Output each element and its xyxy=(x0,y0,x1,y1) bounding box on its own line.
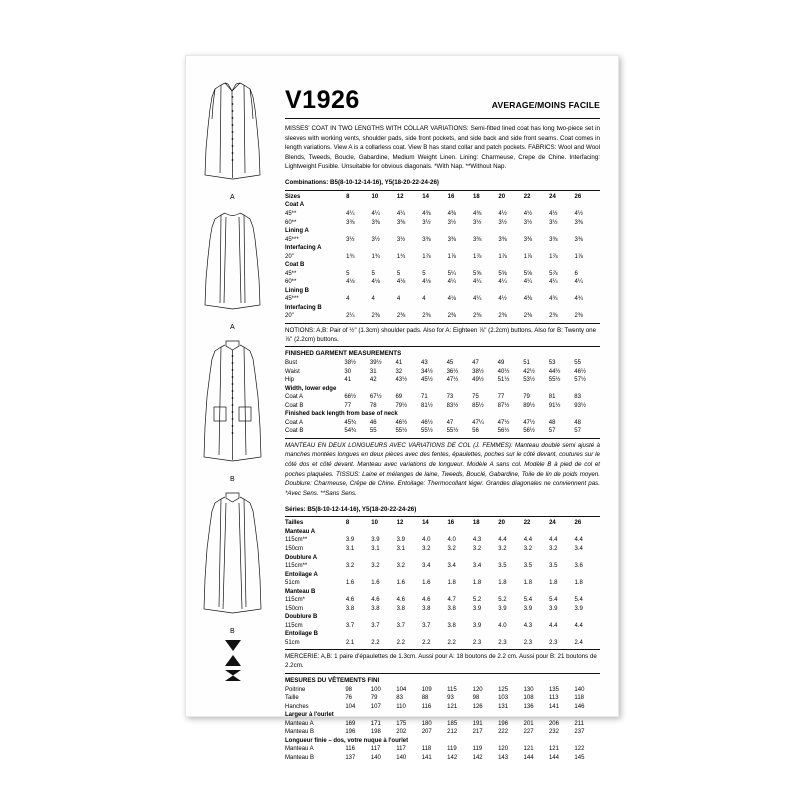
group-title: Coat B xyxy=(285,262,305,269)
header xyxy=(285,88,600,113)
divider xyxy=(285,673,600,674)
table-row: Waist 30 31 32 34½ 36½ 38½ 40½ 42½ 44½ 46½ xyxy=(285,368,586,375)
group-title: Lining A xyxy=(285,228,309,235)
size-col: 8 xyxy=(345,520,350,527)
table-row: Coat A 45¾ 46 46½ 46½ 47 47¼ 47½ 47½ 48 48 xyxy=(285,419,581,426)
group-title: Lining B xyxy=(285,287,309,294)
table-row: 45*** 4 4 4 4 4⅛ 4¼ 4½ 4⅜ 4¾ 4¾ xyxy=(285,296,583,303)
group-title: Manteau A xyxy=(285,528,316,535)
size-col: 26 xyxy=(574,193,582,200)
table-row: 45*** 3½ 3½ 3½ 3⅜ 3⅜ 3⅜ 3⅜ 3⅜ 3⅜ 3⅜ xyxy=(285,236,583,243)
finished-measurements-table-english xyxy=(285,359,600,436)
combinations-english: Combinations: B5(8-10-12-14-16), Y5(18-20-22-24-26) xyxy=(285,179,439,187)
table-row: Manteau A 169 171 175 180 185 191 196 201 206 211 xyxy=(285,720,584,727)
size-col: 12 xyxy=(396,520,404,527)
size-col: 20 xyxy=(498,520,505,527)
triangle-up-icon xyxy=(223,654,243,667)
notions-english: NOTIONS: A,B: Pair of ½" (1.3cm) shoulder pads. Also for A: Eighteen ⅞" (2.2cm) buttons. Also for B: Twenty one ⅞" (2.2cm) buttons. xyxy=(285,326,597,343)
table-row: Coat B 54¾ 55 55½ 55½ 55½ 56 56½ 56½ 57 57 xyxy=(285,428,581,435)
size-col: 12 xyxy=(396,193,404,200)
table-row: 45** 5 5 5 5 5¼ 5⅝ 5⅝ 5⅝ 5⅞ 6 xyxy=(285,270,578,277)
triangle-down-icon xyxy=(223,639,243,652)
view-label-a1: A xyxy=(230,194,235,201)
group-title: Coat A xyxy=(285,202,305,209)
group-title: Doublure A xyxy=(285,554,318,561)
group-title: Manteau B xyxy=(285,588,316,595)
table-row: Hip 41 42 43½ 45½ 47½ 49½ 51½ 53½ 55½ 57½ xyxy=(285,377,586,384)
table-header-row xyxy=(285,519,600,528)
size-col: 24 xyxy=(549,520,556,527)
divider xyxy=(285,190,600,191)
group-title: Doublure B xyxy=(285,614,318,621)
combinations-french: Séries: B5(8-10-12-14-16), Y5(18-20-22-24-26) xyxy=(285,505,417,513)
table-row: 45** 4¼ 4¼ 4¼ 4⅜ 4⅜ 4⅜ 4½ 4½ 4½ 4½ xyxy=(285,211,583,217)
size-col: 22 xyxy=(523,193,531,200)
divider xyxy=(285,649,600,650)
size-col: 10 xyxy=(371,193,379,200)
page-title: V1926 xyxy=(285,86,360,114)
size-col: 24 xyxy=(549,193,556,200)
table-header-row xyxy=(285,193,600,202)
sizes-label-en: Sizes xyxy=(285,193,301,200)
finished-measurements-table-french xyxy=(285,686,600,763)
view-label-b1: B xyxy=(230,476,235,483)
coat-view-a-front xyxy=(195,75,270,201)
coat-view-b-front xyxy=(195,335,270,483)
table-row: Width, lower edge xyxy=(285,385,337,392)
bowtie-icon xyxy=(223,669,243,682)
table-row: Taille 76 79 83 88 93 98 103 108 113 118 xyxy=(285,695,584,702)
table-row: Coat A 66½ 67½ 69 71 73 75 77 79 81 83 xyxy=(285,394,581,401)
table-row: Largeur à l'ourlet xyxy=(285,712,334,719)
difficulty-badge: AVERAGE/MOINS FACILE xyxy=(491,100,600,110)
table-row: Coat B 77 78 79½ 81½ 83½ 85½ 87½ 89½ 91½ 93½ xyxy=(285,402,586,409)
table-row: 150cm 3.1 3.1 3.1 3.2 3.2 3.2 3.2 3.2 3.2 3.4 xyxy=(285,545,583,552)
table-row: Poitrine 98 100 104 109 115 120 125 130 135 140 xyxy=(285,686,585,693)
table-row: 115cm 3.7 3.7 3.7 3.7 3.8 3.9 4.0 4.3 4.4 4.4 xyxy=(285,622,583,629)
table-row: 51cm 1.6 1.6 1.6 1.6 1.8 1.8 1.8 1.8 1.8 1.8 xyxy=(285,580,583,587)
size-col: 22 xyxy=(523,520,531,527)
table-row: 20" 2¼ 2⅜ 2⅜ 2⅜ 2⅜ 2⅜ 2⅜ 2⅜ 2⅜ 2⅜ xyxy=(285,313,583,320)
table-row: Hanches 104 107 110 116 121 126 131 136 141 146 xyxy=(285,703,585,710)
divider xyxy=(285,438,600,439)
group-title: Entoilage A xyxy=(285,571,318,578)
group-title: Entoilage B xyxy=(285,631,319,638)
table-row: Manteau B 196 198 202 207 212 217 222 227 232 237 xyxy=(285,729,585,736)
fabric-layout-marks xyxy=(195,639,270,682)
table-row: Manteau B 137 140 140 141 142 142 143 144 144 145 xyxy=(285,754,585,761)
size-col: 18 xyxy=(472,193,480,200)
coat-view-a-back xyxy=(195,205,270,331)
size-col: 20 xyxy=(498,193,506,200)
pattern-text-content xyxy=(285,88,600,762)
table-row: 115cm** 3.9 3.9 3.9 4.0 4.0 4.3 4.4 4.4 4.4 4.4 xyxy=(285,537,583,544)
view-label-b2: B xyxy=(230,628,235,635)
size-col: 16 xyxy=(447,520,455,527)
table-row: 60** 3⅜ 3⅜ 3⅜ 3½ 3½ 3½ 3½ 3½ 3½ 3⅜ xyxy=(285,219,583,226)
group-title: Interfacing B xyxy=(285,304,322,311)
size-col: 18 xyxy=(472,520,480,527)
table-row: 51cm 2.1 2.2 2.2 2.2 2.2 2.3 2.3 2.3 2.3 2.4 xyxy=(285,639,583,646)
divider xyxy=(285,346,600,347)
description-english: MISSES' COAT IN TWO LENGTHS WITH COLLAR VARIATIONS: Semi-fitted lined coat has long two-piece set in sleeves with working vents, shoulder pads, side front pockets, and side back and side front seams. Coat comes in length variations. View A is a collarless coat. View B has stand collar and patch pockets. FABRICS: Wool and Wool Blends, Tweeds, Boucle, Gabardine, Medium Weight Linen. Lining: Charmeuse, Crepe de Chine. Interfacing: Lightweight Fusible. Unsuitable for obvious diagonals. *With Nap. **Without Nap. xyxy=(285,125,600,171)
size-col: 14 xyxy=(422,520,429,527)
divider xyxy=(285,323,600,324)
description-french: MANTEAU EN DEUX LONGUEURS AVEC VARIATIONS DE COL (J. FEMMES): Manteau doublé semi ajusté à manches montées longues en deux pièces avec des fentes, épaulettes, poches sur le côté devant, coutures sur le côté dos et côté devant. Manteau avec variations de longueur. Modèle A sans col. Modèle B à pied de col et poches plaquées. TISSUS: Laine et mélanges de laine, Tweeds, Bouclé, Gabardine, Toile de lin de poids moyen. Doublure: Charmeuse, Crêpe de Chine. Entoilage: Thermocollant léger. Grandes diagonales ne conviennent pas. *Avec Sens. **Sans Sens. xyxy=(285,441,600,497)
size-col: 16 xyxy=(447,193,455,200)
table-row: Longueur finie – dos, votre nuque à l'ourlet xyxy=(285,737,409,744)
group-title: Interfacing A xyxy=(285,245,322,252)
size-col: 10 xyxy=(371,520,378,527)
notions-french: MERCERIE: A,B: 1 paire d'épaulettes de 1.3cm. Aussi pour A: 18 boutons de 2.2 cm. Aussi pour B: 21 boutons de 2.2cm. xyxy=(285,653,597,670)
finished-measurements-title-en: FINISHED GARMENT MEASUREMENTS xyxy=(285,350,402,358)
table-row: 115cm** 3.2 3.2 3.2 3.4 3.4 3.4 3.5 3.5 3.5 3.6 xyxy=(285,563,583,570)
view-label-a2: A xyxy=(230,324,235,331)
table-row: Finished back length from base of neck xyxy=(285,411,398,418)
coat-view-b-back xyxy=(195,487,270,635)
table-row: 150cm 3.8 3.8 3.8 3.8 3.8 3.9 3.9 3.9 3.9 3.9 xyxy=(285,605,583,612)
yardage-table-french xyxy=(285,519,600,647)
finished-measurements-title-fr: MESURES DU VÊTEMENTS FINI xyxy=(285,676,380,684)
table-row: 20" 1¾ 1¾ 1¾ 1⅞ 1⅞ 1⅞ 1⅞ 1⅞ 1⅞ 1⅞ xyxy=(285,253,583,260)
header-divider xyxy=(285,118,600,119)
size-col: 14 xyxy=(422,193,429,200)
table-row: Manteau A 116 117 117 118 119 119 120 121 121 122 xyxy=(285,746,585,753)
sizes-label-fr: Tailles xyxy=(285,520,304,527)
table-row: Bust 38½ 39½ 41 43 45 47 49 51 53 55 xyxy=(285,360,581,367)
yardage-table-english xyxy=(285,193,600,321)
size-col: 8 xyxy=(346,193,350,200)
table-row: 115cm* 4.6 4.6 4.6 4.6 4.7 5.2 5.2 5.4 5.4 5.4 xyxy=(285,597,583,604)
illustration-column xyxy=(195,75,270,645)
size-col: 26 xyxy=(574,520,582,527)
table-row: 60** 4⅛ 4⅛ 4⅛ 4⅛ 4¼ 4¼ 4¼ 4¼ 4¼ 4¼ xyxy=(285,279,583,286)
divider xyxy=(285,516,600,517)
